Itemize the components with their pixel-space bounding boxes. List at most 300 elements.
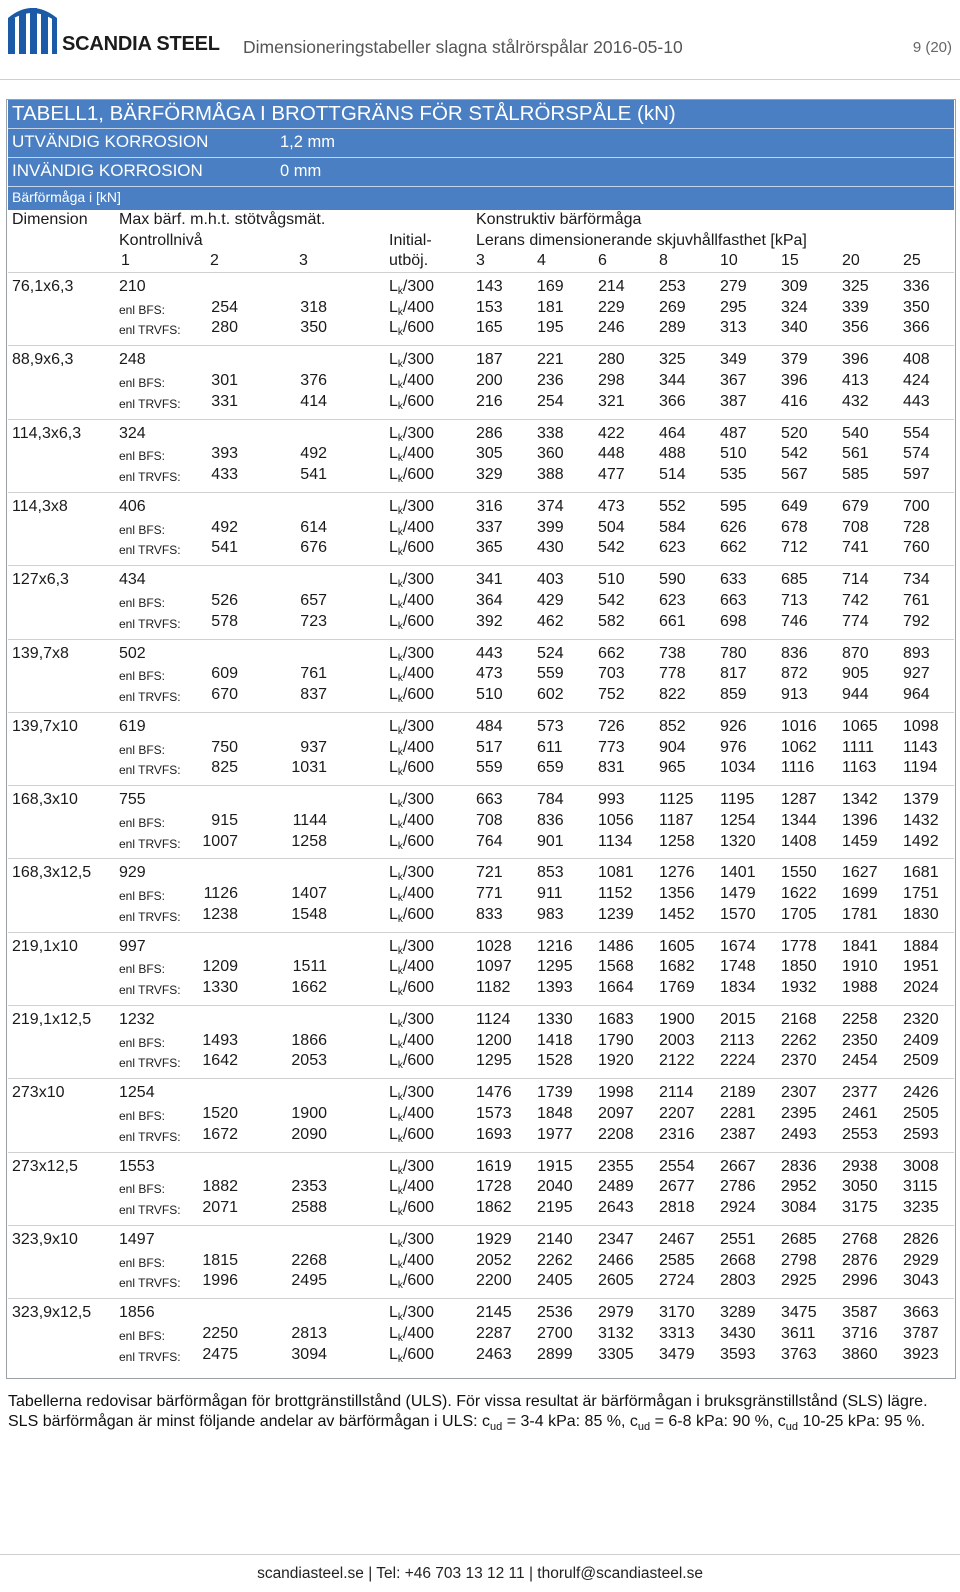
capacity-cell: 2724 <box>659 1272 695 1290</box>
lk-ratio: /600 <box>402 979 435 997</box>
trvfs-level-3-cell: 2090 <box>291 1125 327 1143</box>
col-kpa-10: 10 <box>720 252 738 269</box>
col-kpa-8: 8 <box>659 252 668 269</box>
lk-subscript: k <box>397 819 403 831</box>
deflection-label <box>389 1031 434 1053</box>
lk-symbol: L <box>389 466 398 483</box>
trvfs-label: enl TRVFS: <box>119 543 181 558</box>
col-level-1: 1 <box>121 252 130 269</box>
lk-symbol: L <box>389 319 398 337</box>
trvfs-label: enl TRVFS: <box>119 909 181 924</box>
capacity-cell: 1476 <box>476 1084 512 1102</box>
trvfs-label: enl TRVFS: <box>119 983 181 998</box>
capacity-cell: 2387 <box>720 1125 756 1143</box>
capacity-cell: 2258 <box>842 1011 878 1028</box>
bfs-level-2-cell: 1493 <box>202 1031 238 1049</box>
capacity-cell: 195 <box>537 319 564 337</box>
deflection-label <box>389 905 434 927</box>
capacity-cell: 2818 <box>659 1199 695 1216</box>
capacity-cell: 2287 <box>476 1324 512 1342</box>
level-1-cell: 755 <box>119 791 146 809</box>
capacity-cell: 325 <box>659 351 686 369</box>
lk-subscript: k <box>397 840 403 852</box>
lk-subscript: k <box>397 359 403 371</box>
capacity-cell: 590 <box>659 571 686 589</box>
capacity-cell: 2114 <box>659 1084 694 1102</box>
capacity-cell: 429 <box>537 591 564 609</box>
capacity-cell: 2667 <box>720 1157 756 1175</box>
deflection-label <box>389 717 434 739</box>
capacity-cell: 2677 <box>659 1178 695 1196</box>
capacity-cell: 2015 <box>720 1011 756 1028</box>
lk-ratio: /300 <box>402 1230 435 1248</box>
lk-subscript: k <box>397 1238 403 1250</box>
lk-ratio: /600 <box>402 685 435 703</box>
lk-subscript: k <box>397 432 403 444</box>
lk-symbol: L <box>389 864 398 882</box>
row-divider <box>8 1298 954 1299</box>
lk-ratio: /300 <box>402 424 435 442</box>
trvfs-level-3-cell: 1548 <box>291 905 327 923</box>
capacity-cell: 3475 <box>781 1304 817 1322</box>
dimension-cell: 323,9x10 <box>12 1230 78 1248</box>
deflection-label <box>389 1010 434 1032</box>
capacity-cell: 3587 <box>842 1304 878 1322</box>
deflection-label <box>389 538 434 560</box>
capacity-cell: 1699 <box>842 885 878 903</box>
capacity-cell: 2979 <box>598 1304 634 1322</box>
note-text: 10-25 kPa: 95 %. <box>798 1413 926 1430</box>
capacity-cell: 1910 <box>842 958 878 976</box>
level-1-cell: 1553 <box>119 1157 155 1175</box>
deflection-label <box>389 1198 434 1220</box>
capacity-cell: 904 <box>659 738 686 756</box>
capacity-cell: 872 <box>781 665 808 683</box>
capacity-cell: 2700 <box>537 1324 573 1342</box>
lk-ratio: /600 <box>402 319 435 337</box>
lk-subscript: k <box>397 306 403 318</box>
capacity-cell: 1778 <box>781 937 817 955</box>
capacity-cell: 181 <box>537 298 564 316</box>
trvfs-level-3-cell: 837 <box>300 685 327 703</box>
trvfs-level-2-cell: 2475 <box>202 1345 238 1363</box>
capacity-cell: 836 <box>537 811 564 829</box>
lk-ratio: /300 <box>402 1304 435 1322</box>
bfs-label: enl BFS: <box>119 302 166 317</box>
row-divider <box>8 1005 954 1006</box>
lk-ratio: /400 <box>402 518 435 536</box>
capacity-cell: 1682 <box>659 958 695 976</box>
capacity-cell: 336 <box>903 278 930 295</box>
capacity-cell: 487 <box>720 424 747 442</box>
bfs-label: enl BFS: <box>119 1035 166 1050</box>
capacity-cell: 836 <box>781 644 808 662</box>
capacity-cell: 1396 <box>842 811 878 829</box>
lk-ratio: /600 <box>402 759 435 777</box>
deflection-label <box>389 350 434 372</box>
deflection-label <box>389 1157 434 1179</box>
lk-ratio: /300 <box>402 351 435 369</box>
bfs-level-2-cell: 254 <box>211 298 238 316</box>
capacity-cell: 2409 <box>903 1031 939 1049</box>
capacity-cell: 1287 <box>781 791 817 809</box>
lk-subscript: k <box>397 1280 403 1292</box>
bfs-level-3-cell: 376 <box>300 372 327 389</box>
lk-subscript: k <box>397 693 403 705</box>
lk-subscript: k <box>397 526 403 538</box>
ext-corrosion-value: 1,2 mm <box>280 133 336 151</box>
capacity-cell: 761 <box>903 591 930 609</box>
capacity-cell: 764 <box>476 832 503 850</box>
capacity-cell: 1295 <box>537 958 573 976</box>
capacity-cell: 2052 <box>476 1251 512 1269</box>
capacity-cell: 708 <box>476 811 503 829</box>
trvfs-label: enl TRVFS: <box>119 616 181 631</box>
lk-symbol: L <box>389 1324 398 1342</box>
bfs-level-3-cell: 657 <box>300 591 327 609</box>
trvfs-level-3-cell: 676 <box>300 539 327 557</box>
capacity-cell: 1016 <box>781 717 817 735</box>
lk-symbol: L <box>389 278 398 295</box>
capacity-cell: 661 <box>659 612 686 630</box>
lk-subscript: k <box>397 1019 403 1030</box>
col-soil-strength: Lerans dimensionerande skjuvhållfasthet [kPa] <box>476 232 807 249</box>
capacity-cell: 1998 <box>598 1084 634 1102</box>
capacity-cell: 2347 <box>598 1230 634 1248</box>
lk-symbol: L <box>389 958 398 976</box>
lk-symbol: L <box>389 591 398 609</box>
lk-ratio: /600 <box>402 1199 435 1216</box>
capacity-cell: 582 <box>598 612 625 630</box>
capacity-cell: 2643 <box>598 1199 634 1216</box>
capacity-cell: 1528 <box>537 1052 573 1070</box>
col-kpa-15: 15 <box>781 252 799 269</box>
capacity-cell: 1152 <box>598 885 633 903</box>
dimension-cell: 273x10 <box>12 1084 65 1102</box>
capacity-cell: 413 <box>842 372 869 389</box>
capacity-cell: 728 <box>903 518 930 536</box>
bfs-level-3-cell: 492 <box>300 445 327 463</box>
capacity-cell: 350 <box>903 298 930 316</box>
deflection-label <box>389 790 434 812</box>
deflection-label <box>389 1104 434 1126</box>
dimension-cell: 219,1x12,5 <box>12 1011 92 1028</box>
capacity-cell: 2551 <box>720 1230 756 1248</box>
capacity-cell: 2370 <box>781 1052 817 1070</box>
deflection-label <box>389 863 434 885</box>
lk-subscript: k <box>397 893 403 905</box>
capacity-cell: 392 <box>476 612 503 630</box>
bfs-label: enl BFS: <box>119 889 166 904</box>
capacity-cell: 746 <box>781 612 808 630</box>
trvfs-level-3-cell: 2495 <box>291 1272 327 1290</box>
capacity-cell: 623 <box>659 539 686 557</box>
capacity-cell: 602 <box>537 685 564 703</box>
lk-subscript: k <box>397 673 403 685</box>
capacity-cell: 1216 <box>537 937 573 955</box>
capacity-cell: 2668 <box>720 1251 756 1269</box>
bfs-label: enl BFS: <box>119 742 166 757</box>
capacity-cell: 221 <box>537 351 564 369</box>
capacity-cell: 1728 <box>476 1178 512 1196</box>
capacity-cell: 2097 <box>598 1105 634 1122</box>
capacity-cell: 2122 <box>659 1052 695 1070</box>
capacity-cell: 773 <box>598 738 625 756</box>
capacity-cell: 1062 <box>781 738 817 756</box>
capacity-cell: 422 <box>598 424 625 442</box>
capacity-cell: 388 <box>537 466 564 483</box>
capacity-cell: 1418 <box>537 1031 573 1049</box>
capacity-cell: 325 <box>842 278 869 295</box>
lk-ratio: /600 <box>402 1345 435 1363</box>
trvfs-level-2-cell: 2071 <box>202 1199 238 1216</box>
capacity-cell: 1830 <box>903 905 939 923</box>
capacity-cell: 1705 <box>781 905 817 923</box>
capacity-cell: 1295 <box>476 1052 512 1070</box>
bfs-label: enl BFS: <box>119 1109 166 1123</box>
capacity-cell: 366 <box>659 392 686 410</box>
lk-symbol: L <box>389 1199 398 1216</box>
lk-ratio: /400 <box>402 1178 435 1196</box>
col-control-level: Kontrollnivå <box>119 232 203 249</box>
row-divider <box>8 639 954 640</box>
level-1-cell: 1497 <box>119 1230 155 1248</box>
lk-symbol: L <box>389 1272 398 1290</box>
lk-symbol: L <box>389 791 398 809</box>
bfs-level-2-cell: 492 <box>211 518 238 536</box>
bfs-level-2-cell: 915 <box>211 811 238 829</box>
level-1-cell: 406 <box>119 497 146 515</box>
capacity-cell: 3235 <box>903 1199 939 1216</box>
row-divider <box>8 565 954 566</box>
capacity-cell: 1401 <box>720 864 756 882</box>
capacity-cell: 1098 <box>903 717 939 735</box>
bfs-level-2-cell: 526 <box>211 591 238 609</box>
bfs-level-2-cell: 609 <box>211 665 238 683</box>
lk-symbol: L <box>389 372 398 389</box>
lk-symbol: L <box>389 1230 398 1248</box>
capacity-cell: 1028 <box>476 937 512 955</box>
bfs-level-3-cell: 1511 <box>292 958 327 976</box>
capacity-cell: 552 <box>659 497 686 515</box>
lk-ratio: /300 <box>402 497 435 515</box>
lk-subscript: k <box>397 1312 403 1324</box>
lk-symbol: L <box>389 937 398 955</box>
bfs-label: enl BFS: <box>119 1328 166 1343</box>
capacity-cell: 1479 <box>720 885 756 903</box>
lk-symbol: L <box>389 1125 398 1143</box>
capacity-cell: 1330 <box>537 1011 573 1028</box>
lk-subscript: k <box>397 1133 403 1145</box>
capacity-cell: 535 <box>720 466 747 483</box>
deflection-label <box>389 957 434 979</box>
capacity-cell: 760 <box>903 539 930 557</box>
capacity-cell: 703 <box>598 665 625 683</box>
capacity-cell: 3084 <box>781 1199 817 1216</box>
trvfs-label: enl TRVFS: <box>119 470 181 484</box>
lk-symbol: L <box>389 1105 398 1122</box>
capacity-cell: 859 <box>720 685 747 703</box>
capacity-cell: 678 <box>781 518 808 536</box>
capacity-cell: 741 <box>842 539 869 557</box>
row-divider <box>8 858 954 859</box>
deflection-label <box>389 444 434 466</box>
note-sub: ud <box>490 1421 503 1434</box>
bfs-level-3-cell: 1407 <box>291 885 327 903</box>
capacity-cell: 3430 <box>720 1324 756 1342</box>
capacity-cell: 3170 <box>659 1304 695 1322</box>
capacity-cell: 1568 <box>598 958 634 976</box>
note-sub: ud <box>637 1421 651 1434</box>
capacity-cell: 1573 <box>476 1105 512 1122</box>
deflection-label <box>389 685 434 707</box>
capacity-cell: 2195 <box>537 1199 573 1216</box>
capacity-cell: 2938 <box>842 1157 878 1175</box>
lk-subscript: k <box>397 1186 403 1198</box>
capacity-cell: 853 <box>537 864 564 882</box>
capacity-cell: 2350 <box>842 1031 878 1049</box>
table-note <box>8 1392 948 1437</box>
bfs-label: enl BFS: <box>119 449 166 464</box>
deflection-label <box>389 1230 434 1252</box>
bfs-level-2-cell: 1882 <box>202 1178 238 1196</box>
capacity-cell: 374 <box>537 497 564 515</box>
trvfs-level-3-cell: 1662 <box>291 979 327 997</box>
capacity-cell: 309 <box>781 278 808 295</box>
lk-symbol: L <box>389 1011 398 1028</box>
capacity-cell: 2262 <box>537 1251 573 1269</box>
lk-ratio: /600 <box>402 539 435 557</box>
trvfs-level-3-cell: 350 <box>300 319 327 337</box>
capacity-cell: 1932 <box>781 979 817 997</box>
capacity-cell: 2466 <box>598 1251 634 1269</box>
col-max-capacity: Max bärf. m.h.t. stötvågsmät. <box>119 211 326 228</box>
lk-ratio: /300 <box>402 1157 435 1175</box>
dimension-cell: 139,7x10 <box>12 717 78 735</box>
capacity-cell: 3787 <box>903 1324 939 1342</box>
bfs-level-3-cell: 2268 <box>291 1251 327 1269</box>
lk-symbol: L <box>389 644 398 662</box>
lk-subscript: k <box>397 872 403 884</box>
deflection-label <box>389 277 434 299</box>
scandia-steel-logo-icon <box>6 4 58 54</box>
capacity-cell: 774 <box>842 612 869 630</box>
lk-ratio: /300 <box>402 1084 435 1102</box>
lk-subscript: k <box>397 579 403 591</box>
capacity-cell: 424 <box>903 372 930 389</box>
capacity-cell: 360 <box>537 445 564 463</box>
capacity-cell: 1134 <box>598 832 633 850</box>
lk-subscript: k <box>397 286 403 297</box>
capacity-cell: 169 <box>537 278 564 295</box>
brand-name: SCANDIA STEEL <box>62 33 220 55</box>
row-divider <box>8 1225 954 1226</box>
capacity-cell: 662 <box>598 644 625 662</box>
capacity-cell: 379 <box>781 351 808 369</box>
bfs-level-2-cell: 1126 <box>203 885 238 903</box>
col-kpa-6: 6 <box>598 252 607 269</box>
capacity-cell: 430 <box>537 539 564 557</box>
trvfs-level-2-cell: 1330 <box>202 979 238 997</box>
capacity-cell: 229 <box>598 298 625 316</box>
capacity-cell: 738 <box>659 644 686 662</box>
lk-subscript: k <box>397 1113 403 1124</box>
deflection-label <box>389 1303 434 1325</box>
lk-subscript: k <box>397 1332 403 1344</box>
capacity-cell: 542 <box>781 445 808 463</box>
capacity-cell: 2395 <box>781 1105 817 1122</box>
lk-ratio: /600 <box>402 1125 435 1143</box>
lk-symbol: L <box>389 717 398 735</box>
capacity-cell: 1492 <box>903 832 939 850</box>
capacity-cell: 2798 <box>781 1251 817 1269</box>
capacity-cell: 817 <box>720 665 747 683</box>
row-divider <box>8 419 954 420</box>
capacity-cell: 305 <box>476 445 503 463</box>
lk-symbol: L <box>389 1251 398 1269</box>
capacity-cell: 831 <box>598 759 625 777</box>
capacity-cell: 611 <box>537 738 563 756</box>
capacity-cell: 443 <box>476 644 503 662</box>
capacity-cell: 893 <box>903 644 930 662</box>
capacity-cell: 3923 <box>903 1345 939 1363</box>
capacity-cell: 1200 <box>476 1031 512 1049</box>
capacity-cell: 2145 <box>476 1304 512 1322</box>
capacity-cell: 520 <box>781 424 808 442</box>
lk-subscript: k <box>397 1039 403 1051</box>
deflection-label <box>389 1345 434 1367</box>
capacity-cell: 1862 <box>476 1199 512 1216</box>
bfs-level-3-cell: 318 <box>300 298 327 316</box>
lk-ratio: /400 <box>402 1105 435 1122</box>
dimension-cell: 114,3x6,3 <box>12 424 82 442</box>
capacity-cell: 1034 <box>720 759 756 777</box>
lk-ratio: /600 <box>402 832 435 850</box>
trvfs-label: enl TRVFS: <box>119 1129 181 1144</box>
capacity-cell: 714 <box>842 571 869 589</box>
capacity-cell: 2553 <box>842 1125 878 1143</box>
lk-ratio: /600 <box>402 392 435 410</box>
dimension-cell: 114,3x8 <box>12 497 68 515</box>
lk-subscript: k <box>397 945 403 957</box>
capacity-cell: 313 <box>720 319 747 337</box>
capacity-cell: 399 <box>537 518 564 536</box>
capacity-cell: 2461 <box>842 1105 878 1122</box>
col-dimension: Dimension <box>12 211 88 228</box>
bfs-level-2-cell: 1209 <box>202 958 238 976</box>
capacity-cell: 187 <box>476 351 503 369</box>
capacity-cell: 1195 <box>720 791 755 809</box>
capacity-cell: 1848 <box>537 1105 573 1122</box>
capacity-cell: 2493 <box>781 1125 817 1143</box>
capacity-cell: 2509 <box>903 1052 939 1070</box>
dimension-cell: 168,3x12,5 <box>12 864 92 882</box>
capacity-cell: 976 <box>720 738 747 756</box>
row-divider <box>8 345 954 346</box>
capacity-cell: 416 <box>781 392 808 410</box>
trvfs-level-3-cell: 2053 <box>291 1052 327 1070</box>
capacity-cell: 1605 <box>659 937 695 955</box>
deflection-label <box>389 371 434 393</box>
lk-subscript: k <box>397 453 403 465</box>
level-1-cell: 502 <box>119 644 146 662</box>
deflection-label <box>389 298 434 320</box>
int-corrosion-label: INVÄNDIG KORROSION <box>12 161 203 180</box>
trvfs-label: enl TRVFS: <box>119 1056 181 1071</box>
capacity-cell: 2262 <box>781 1031 817 1049</box>
capacity-cell: 356 <box>842 319 869 337</box>
lk-symbol: L <box>389 424 398 442</box>
